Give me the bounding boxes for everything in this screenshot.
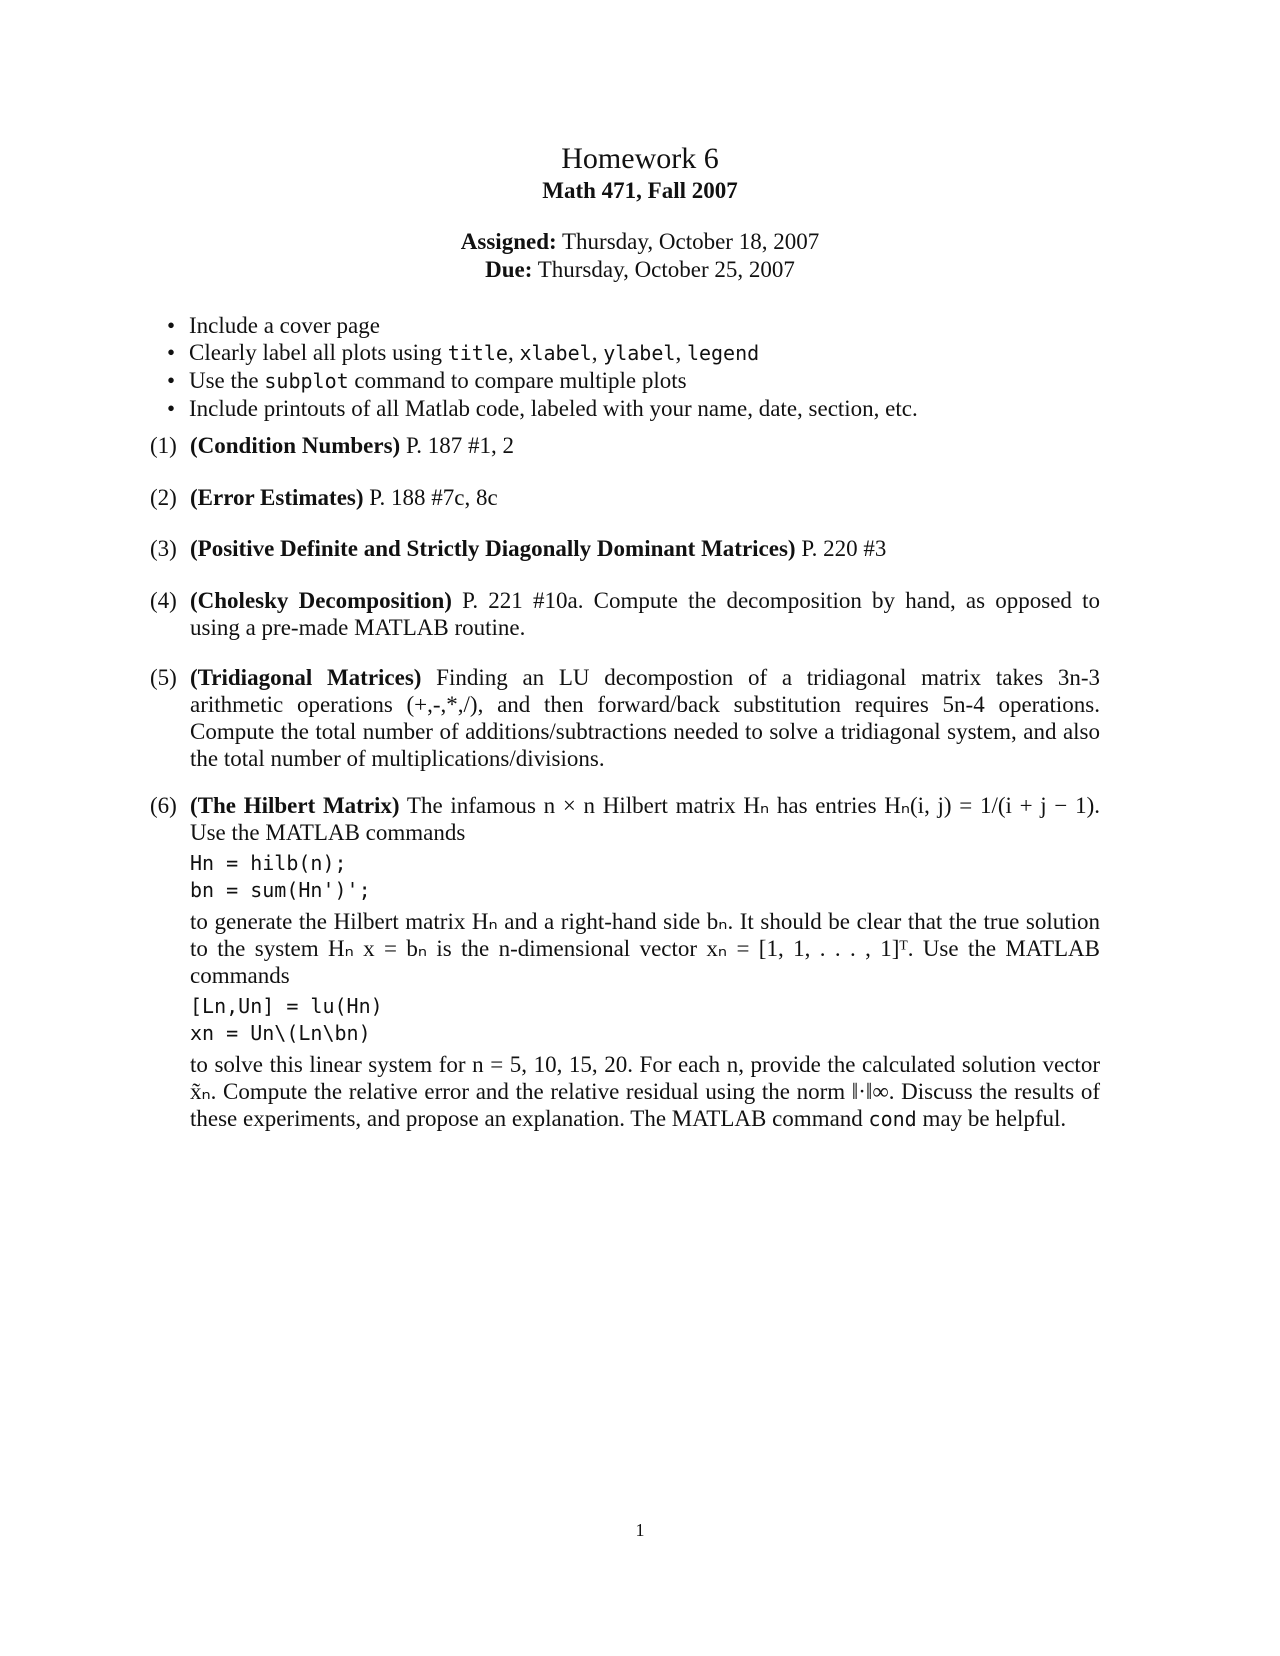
code-title: title (447, 341, 508, 365)
problem-heading: (Tridiagonal Matrices) (190, 665, 422, 690)
code-subplot: subplot (264, 369, 349, 393)
problem-1 (150, 432, 1100, 459)
problem-text-mid: to generate the Hilbert matrix Hₙ and a right-hand side bₙ. It should be clear that the true solution to the system Hₙ x = bₙ is the n-dimensional vector xₙ = [1, 1, . . . , 1]ᵀ. Use the MATLAB commands (190, 909, 1100, 988)
problem-5 (150, 664, 1100, 772)
problem-number: (3) (150, 536, 177, 561)
code-ylabel: ylabel (603, 341, 676, 365)
instruction-list (165, 312, 1145, 422)
assigned-line (0, 228, 1280, 256)
problem-text-end (190, 1051, 1100, 1133)
due-date: Thursday, October 25, 2007 (537, 257, 795, 282)
code-line: xn = Un\(Ln\bn) (190, 1021, 371, 1045)
problem-heading: (Error Estimates) (190, 485, 364, 510)
problem-number: (4) (150, 588, 177, 613)
problem-number: (6) (150, 793, 177, 818)
problem-heading: (Positive Definite and Strictly Diagonally Dominant Matrices) (190, 536, 796, 561)
problem-text: P. 187 #1, 2 (400, 433, 514, 458)
bullet-text: command to compare multiple plots (348, 368, 687, 393)
page-title: Homework 6 (561, 142, 719, 175)
problem-number: (1) (150, 433, 177, 458)
problem-heading: (The Hilbert Matrix) (190, 793, 400, 818)
separator: , (507, 340, 520, 365)
list-item (165, 367, 1145, 395)
problem-text: Finding an LU decompostion of a tridiagonal matrix takes 3n-3 arithmetic operations (+,-,*,/), and then forward/back substitution requires 5n-4 operations. Compute the total number of additions/subtractions needed to solve a tridiagonal system, and also the total number of multiplications/divisions. (190, 665, 1101, 771)
problem-number: (5) (150, 665, 177, 690)
list-item (165, 312, 1145, 339)
problem-heading: (Cholesky Decomposition) (190, 588, 452, 613)
problem-text: P. 221 #10a. Compute the decomposition by hand, as opposed to using a pre-made MATLAB routine. (190, 588, 1100, 640)
code-line: bn = sum(Hn')'; (190, 878, 371, 902)
problem-text: The infamous n × n Hilbert matrix Hₙ has entries Hₙ(i, j) = 1/(i + j − 1). Use the MATLAB commands (190, 793, 1100, 845)
assigned-label: Assigned: (460, 229, 557, 254)
page-number: 1 (635, 1520, 645, 1540)
list-item (165, 395, 1145, 422)
bullet-text: Include printouts of all Matlab code, labeled with your name, date, section, etc. (189, 396, 918, 421)
code-xlabel: xlabel (519, 341, 592, 365)
code-line: Hn = hilb(n); (190, 851, 347, 875)
separator: , (591, 340, 604, 365)
assigned-date: Thursday, October 18, 2007 (562, 229, 820, 254)
separator: , (675, 340, 687, 365)
problem-text: to solve this linear system for n = 5, 10, 15, 20. For each n, provide the calculated solution vector x̃ₙ. Compute the relative error and the relative residual using the norm ‖·‖∞. Discuss the results of these experiments, and propose an explanation. The MATLAB command (190, 1052, 1100, 1131)
problem-text: may be helpful. (916, 1106, 1067, 1131)
list-item (165, 339, 1145, 367)
code-block-lu (190, 993, 1100, 1047)
problem-text: P. 188 #7c, 8c (363, 485, 498, 510)
problem-heading: (Condition Numbers) (190, 433, 401, 458)
problem-3 (150, 535, 1100, 562)
due-line (0, 256, 1280, 284)
code-block-hilbert (190, 850, 1100, 904)
problem-text: P. 220 #3 (795, 536, 887, 561)
code-line: [Ln,Un] = lu(Hn) (190, 994, 383, 1018)
problem-2 (150, 484, 1100, 511)
bullet-text: Include a cover page (189, 313, 380, 338)
course-subtitle: Math 471, Fall 2007 (542, 178, 738, 203)
date-block (0, 228, 1280, 284)
problem-4 (150, 587, 1100, 641)
problem-6 (150, 792, 1100, 1133)
due-label: Due: (485, 257, 533, 282)
problem-number: (2) (150, 485, 177, 510)
bullet-text: Use the (189, 368, 265, 393)
code-cond: cond (868, 1107, 917, 1131)
bullet-text: Clearly label all plots using (189, 340, 448, 365)
code-legend: legend (686, 341, 760, 365)
